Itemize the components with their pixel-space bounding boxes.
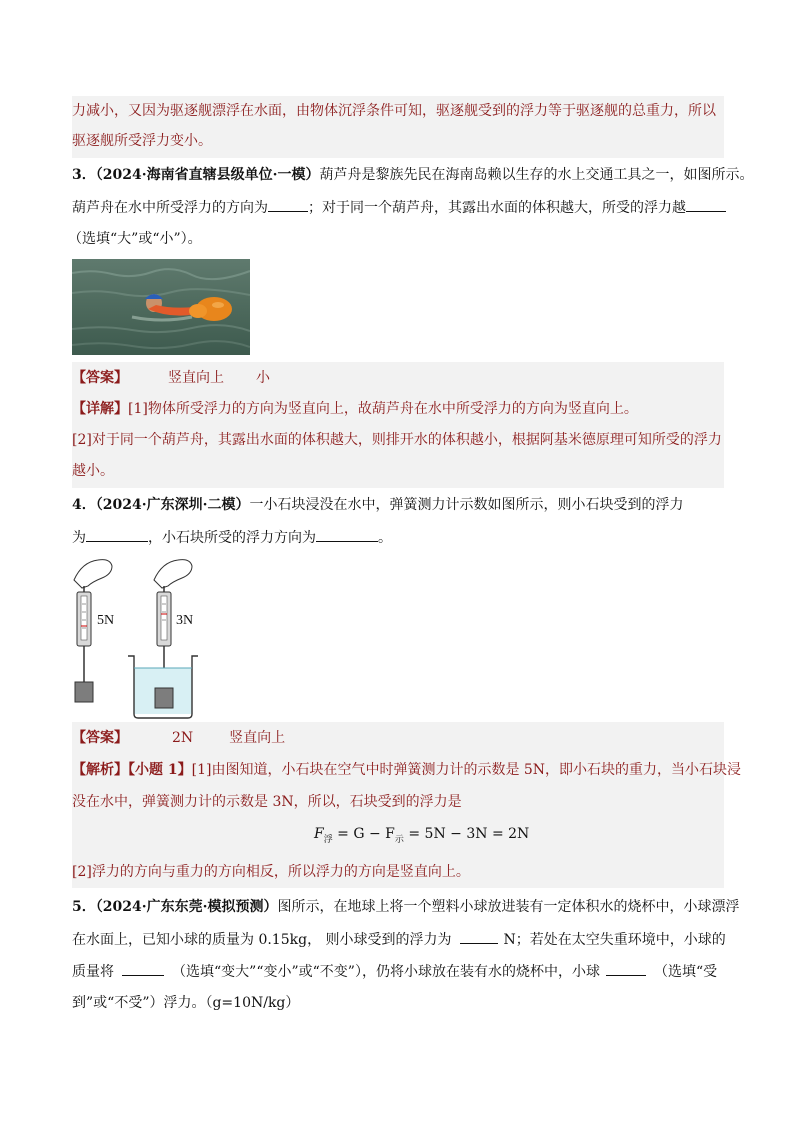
q5-line4: 到”或“不受”）浮力。（g=10N/kg）: [72, 995, 300, 1011]
left-hand-icon: [74, 560, 112, 588]
q5-stem-3b: （选填“变大”“变小”或“不变”），仍将小球放在装有水的烧杯中，小球: [172, 964, 600, 980]
spring-scale-figure: [68, 556, 238, 722]
q3-detail-line3: 越小。: [72, 463, 114, 479]
q4-answer-1: 2N: [172, 730, 194, 746]
q4-subq-label: 【小题 1】: [128, 762, 192, 778]
q2-analysis-line2: 驱逐舰所受浮力变小。: [72, 133, 212, 149]
q3-answer-label: 【答案】: [72, 370, 128, 386]
q4-stem-2a: 为: [72, 530, 86, 546]
right-hand-icon: [154, 560, 192, 588]
gourd-boat-photo: [72, 259, 250, 355]
q4-answer-line: [72, 728, 285, 748]
q5-number: 5．: [72, 899, 96, 915]
buoyancy-formula: $F_浮 = G - F_示 = 5N - 3N = 2N$: [314, 826, 530, 845]
right-scale-reading: 3N: [176, 613, 194, 628]
q4-source: （2024·广东深圳·二模）: [95, 497, 250, 513]
q3-line2: [72, 197, 726, 218]
q5-blank-3[interactable]: [606, 961, 646, 976]
q4-stem-2b: ，小石块所受的浮力方向为: [148, 530, 316, 546]
q5-stem-3c: （选填“受: [653, 964, 718, 980]
q3-stem-2b: ；对于同一个葫芦舟，其露出水面的体积越大，所受的浮力越: [308, 200, 686, 216]
q4-stem-2c: 。: [378, 530, 392, 546]
q4-line2: [72, 527, 392, 548]
q3-answer-line: [72, 368, 270, 388]
q5-stem-2a: 在水面上，已知小球的质量为 0.15kg， 则小球受到的浮力为: [72, 932, 452, 948]
q3-number: 3．: [72, 167, 96, 183]
q4-blank-1[interactable]: [86, 527, 148, 542]
q3-blank-2[interactable]: [686, 197, 726, 212]
q3-detail-label: 【详解】: [72, 401, 128, 417]
q4-analysis-1a: [1]由图知道，小石块在空气中时弹簧测力计的示数是 5N，即小石块的重力，当小石块浸: [191, 762, 742, 778]
q3-answer-1: 竖直向上: [168, 370, 224, 386]
q5-source: （2024·广东东莞·模拟预测）: [95, 899, 278, 915]
q5-stem-2b: N；若处在太空失重环境中，小球的: [503, 932, 726, 948]
q4-number: 4．: [72, 497, 96, 513]
q5-line1: [72, 897, 739, 917]
q3-blank-1[interactable]: [268, 197, 308, 212]
q3-line3: （选填“大”或“小”）。: [68, 231, 202, 247]
q4-answer-2: 竖直向上: [229, 730, 286, 746]
q3-line1: [72, 165, 753, 185]
q4-stem-1: 一小石块浸没在水中，弹簧测力计示数如图所示，则小石块受到的浮力: [249, 497, 684, 513]
q5-stem-3a: 质量将: [72, 964, 114, 980]
q3-detail-line2: [2]对于同一个葫芦舟，其露出水面的体积越大，则排开水的体积越小，根据阿基米德原理可知所受的浮力: [72, 432, 722, 448]
q4-analysis-line2: 没在水中，弹簧测力计的示数是 3N，所以，石块受到的浮力是: [72, 794, 462, 810]
left-scale-reading: 5N: [97, 613, 115, 628]
q5-blank-2[interactable]: [122, 961, 164, 976]
q4-line1: [72, 495, 683, 515]
q3-stem-2a: 葫芦舟在水中所受浮力的方向为: [72, 200, 268, 216]
q4-analysis-label: 【解析】: [72, 762, 128, 778]
q5-blank-1[interactable]: [460, 929, 498, 944]
q4-blank-2[interactable]: [316, 527, 378, 542]
q3-source: （2024·海南省直辖县级单位·一模）: [95, 167, 320, 183]
q4-answer-label: 【答案】: [72, 730, 128, 746]
q2-analysis-line1: 力减小，又因为驱逐舰漂浮在水面，由物体沉浮条件可知，驱逐舰受到的浮力等于驱逐舰的总重力，所以: [72, 103, 716, 119]
q3-stem-1: 葫芦舟是黎族先民在海南岛赖以生存的水上交通工具之一，如图所示。: [319, 167, 754, 183]
q3-detail-line1: [72, 399, 638, 419]
q4-analysis-line3: [2]浮力的方向与重力的方向相反，所以浮力的方向是竖直向上。: [72, 864, 470, 880]
q5-line3: [72, 961, 717, 982]
q4-analysis-line1: [72, 760, 741, 780]
q5-line2: [72, 929, 726, 950]
q3-detail-1: [1]物体所受浮力的方向为竖直向上，故葫芦舟在水中所受浮力的方向为竖直向上。: [128, 401, 638, 417]
q5-stem-1: 图所示，在地球上将一个塑料小球放进装有一定体积水的烧杯中，小球漂浮: [277, 899, 740, 915]
q3-answer-2: 小: [256, 370, 270, 386]
